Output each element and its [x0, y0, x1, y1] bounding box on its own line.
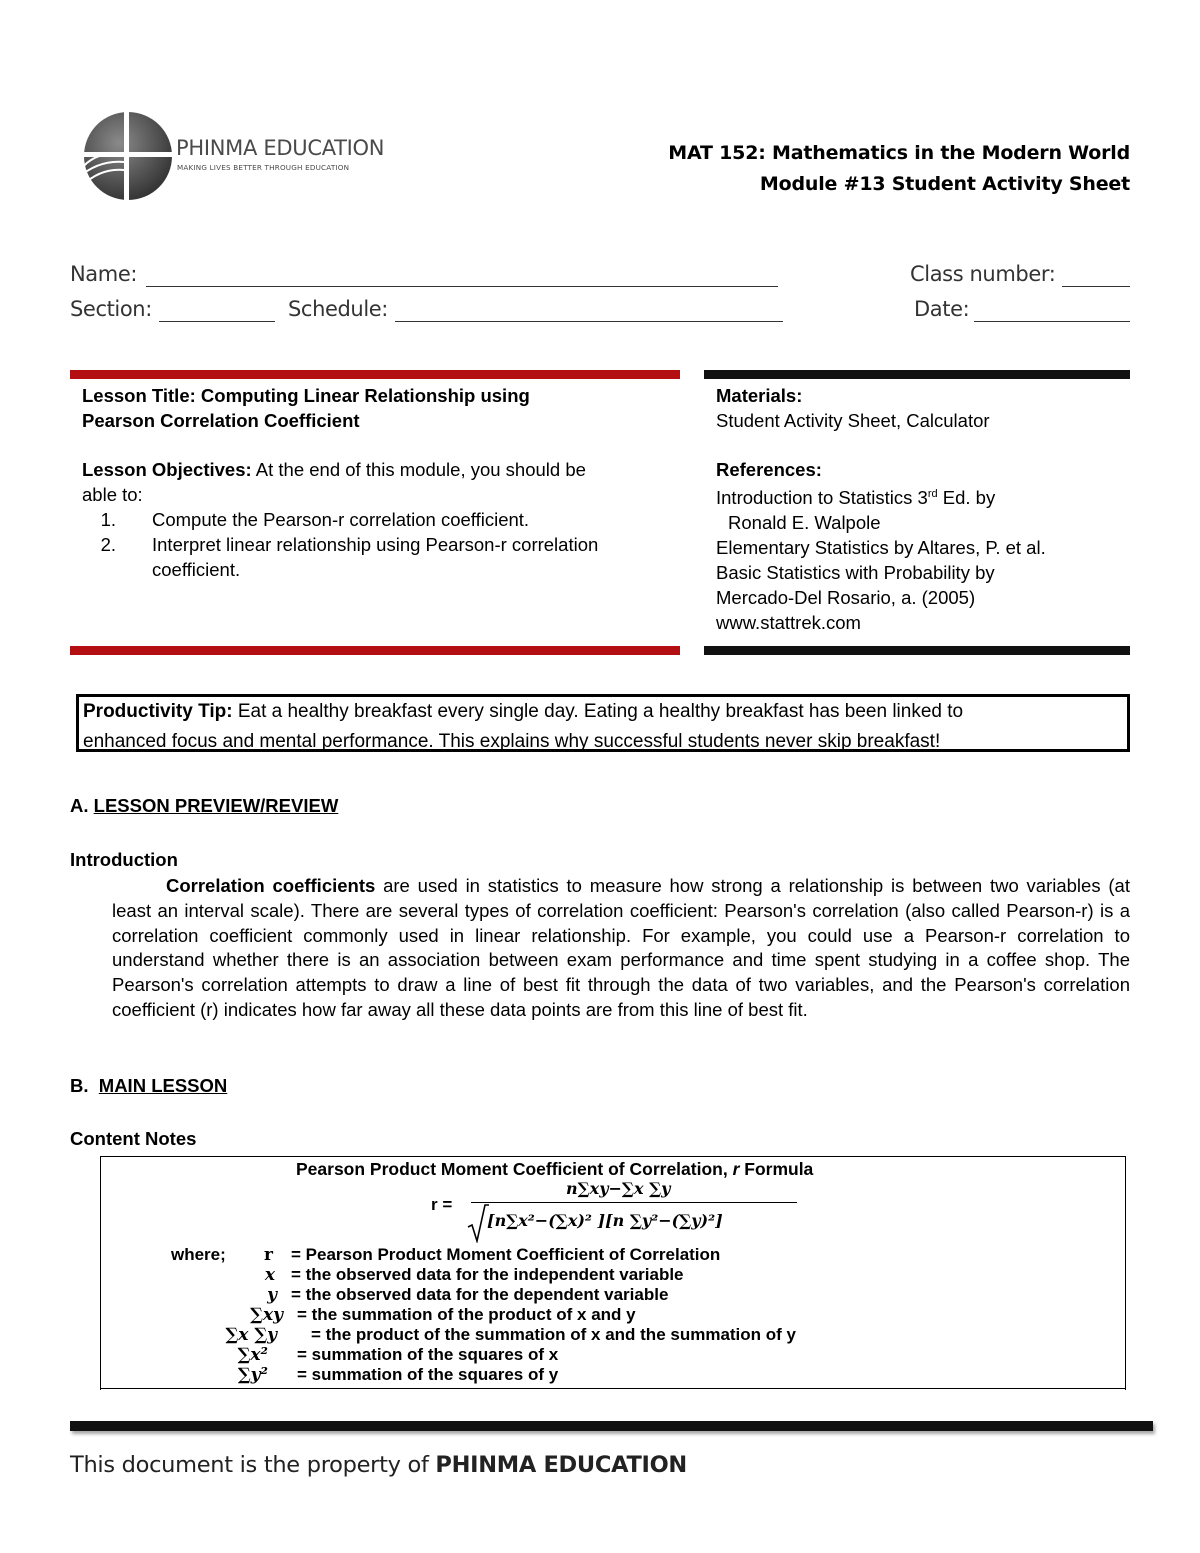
- formula-box: Pearson Product Moment Coefficient of Correlation, r Formula r = n∑xy−∑x ∑y [n∑x²−(∑x)² ][n ∑y²−(∑y)²] where; r = Pearson Product Moment Coefficient of Correlation x = the observed data for the independent variable y = the observed data for the dependent variable ∑xy = the summation of the product of x and y ∑x ∑y = the product of the summation of x and the summation of y ∑x² = summation of the squares of x ∑y² = summation of the squares of y: [100, 1156, 1126, 1390]
- logo-name: PHINMA EDUCATION: [176, 136, 385, 160]
- date-field[interactable]: [974, 321, 1130, 322]
- introduction-heading: Introduction: [70, 849, 178, 870]
- lesson-objectives: Lesson Objectives: At the end of this module, you should be: [82, 459, 586, 480]
- course-title: MAT 152: Mathematics in the Modern World: [668, 142, 1130, 164]
- class-number-label: Class number:: [910, 262, 1056, 286]
- materials-panel: Materials: Student Activity Sheet, Calculator References: Introduction to Statistics 3rd Ed. by Ronald E. Walpole Elementary Statistics by Altares, P. et al. Basic Statistics with Probability by Mercado-Del Rosario, a. (2005) www.stattrek.com: [716, 383, 1130, 635]
- lesson-bottom-bar: [70, 646, 680, 655]
- footer-brand: PHINMA EDUCATION: [435, 1452, 687, 1478]
- class-number-field[interactable]: [1062, 286, 1130, 287]
- formula-box-bottom-rule: [100, 1388, 1126, 1389]
- materials-top-bar: [704, 370, 1130, 379]
- reference-link[interactable]: www.stattrek.com: [716, 612, 861, 634]
- schedule-label: Schedule:: [288, 297, 388, 321]
- materials-label: Materials:: [716, 385, 803, 406]
- materials-bottom-bar: [704, 646, 1130, 655]
- content-notes-heading: Content Notes: [70, 1128, 197, 1149]
- formula-denominator: [n∑x²−(∑x)² ][n ∑y²−(∑y)²]: [487, 1211, 723, 1230]
- productivity-tip-box: Productivity Tip: Eat a healthy breakfast every single day. Eating a healthy breakfast has been linked to enhanced focus and mental performance. This explains why successful students never skip breakfast!: [76, 694, 1130, 752]
- where-label: where;: [171, 1245, 226, 1264]
- introduction-paragraph: Correlation coefficients are used in statistics to measure how strong a relationship is between two variables (at least an interval scale). There are several types of correlation coefficient: Pearson's correlation (also called Pearson-r) is a correlation coefficient commonly used in linear relationship. For example, you could use a Pearson-r correlation to understand whether there is an association between exam performance and time spent studying in a coffee shop. The Pearson's correlation attempts to draw a line of best fit through the data of two variables, and the Pearson's correlation coefficient (r) indicates how far away all these data points are from this line of best fit.: [112, 875, 1130, 1020]
- schedule-field[interactable]: [395, 321, 783, 322]
- date-label: Date:: [914, 297, 970, 321]
- lesson-top-bar: [70, 370, 680, 379]
- reference-item: Basic Statistics with Probability by: [716, 562, 995, 584]
- objective-item: 2. Interpret linear relationship using Pearson-r correlation: [100, 534, 599, 555]
- lesson-title-line2: Pearson Correlation Coefficient: [82, 410, 360, 431]
- lesson-panel: Lesson Title: Computing Linear Relationship using Pearson Correlation Coefficient Lesson Objectives: At the end of this module, you should be able to: 1. Compute the Pearson-r correlation coefficient. 2. Interpret linear relationship using Pearson-r correlation coefficient.: [82, 383, 682, 582]
- section-b-heading: B. MAIN LESSON: [70, 1075, 228, 1096]
- reference-item: Elementary Statistics by Altares, P. et al.: [716, 537, 1046, 559]
- sqrt-icon: [467, 1203, 489, 1243]
- name-field[interactable]: [146, 286, 778, 287]
- footer-text: This document is the property of PHINMA EDUCATION: [70, 1452, 687, 1478]
- name-label: Name:: [70, 262, 138, 286]
- phinma-logo: [76, 110, 386, 205]
- formula-title: Pearson Product Moment Coefficient of Correlation, r Formula: [296, 1159, 814, 1179]
- logo-tagline: MAKING LIVES BETTER THROUGH EDUCATION: [177, 163, 350, 172]
- section-label: Section:: [70, 297, 152, 321]
- reference-item: Introduction to Statistics 3rd Ed. by: [716, 487, 996, 509]
- objective-item: 1. Compute the Pearson-r correlation coefficient.: [100, 509, 530, 530]
- tip-label: Productivity Tip:: [83, 701, 233, 722]
- fraction-bar: [471, 1202, 797, 1203]
- formula-lhs: r =: [431, 1195, 453, 1214]
- formula-numerator: n∑xy−∑x ∑y: [566, 1179, 671, 1198]
- section-field[interactable]: [159, 321, 275, 322]
- module-subtitle: Module #13 Student Activity Sheet: [759, 173, 1130, 195]
- logo-emblem-icon: [76, 110, 176, 205]
- section-a-heading: A. LESSON PREVIEW/REVIEW: [70, 795, 339, 816]
- footer-bar: [70, 1421, 1153, 1431]
- lesson-title: Lesson Title: Computing Linear Relationship using: [82, 385, 530, 406]
- course-header: [668, 138, 1130, 200]
- materials-text: Student Activity Sheet, Calculator: [716, 410, 990, 431]
- references-label: References:: [716, 459, 822, 480]
